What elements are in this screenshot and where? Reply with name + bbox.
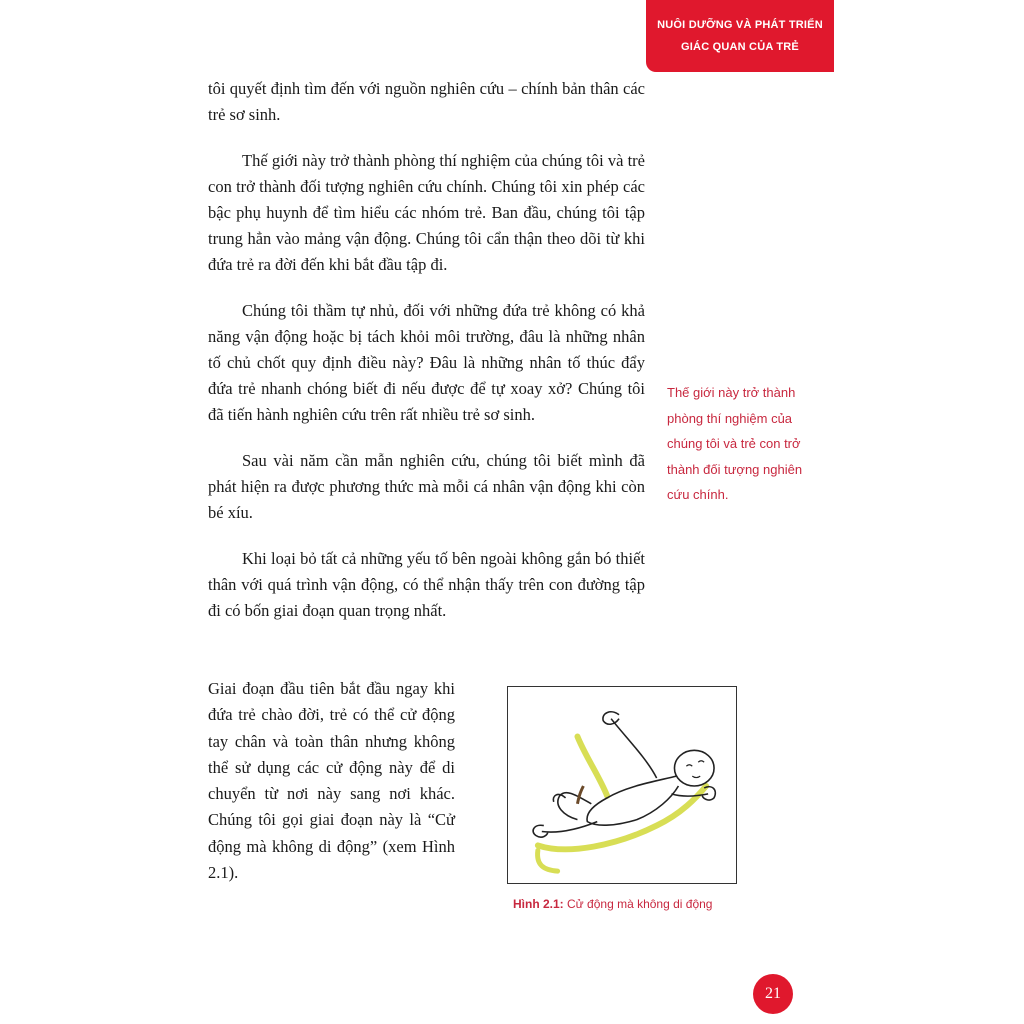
paragraph-3: Chúng tôi thầm tự nhủ, đối với những đứa trẻ không có khả năng vận động hoặc bị tách khỏi môi trường, đâu là những nhân tố chủ chốt quy định điều này? Đâu là những nhân tố thúc đẩy đứa trẻ nhanh chóng biết đi nếu được để tự xoay xở? Chúng tôi đã tiến hành nghiên cứu trên rất nhiều trẻ sơ sinh. — [208, 301, 645, 424]
paragraph-1: tôi quyết định tìm đến với nguồn nghiên cứu – chính bản thân các trẻ sơ sinh. — [208, 79, 645, 124]
paragraph-5: Khi loại bỏ tất cả những yếu tố bên ngoài không gắn bó thiết thân với quá trình vận động, có thể nhận thấy trên con đường tập đi có bốn giai đoạn quan trọng nhất. — [208, 549, 645, 620]
figure-label: Hình 2.1: — [513, 897, 564, 911]
paragraph-6: Giai đoạn đầu tiên bắt đầu ngay khi đứa trẻ chào đời, trẻ có thể cử động tay chân và toàn thân nhưng không thể sử dụng các cử động này để di chuyển từ nơi này sang nơi khác. Chúng tôi gọi giai đoạn này là “Cử động mà không di động” (xem Hình 2.1). — [208, 679, 455, 883]
page-number: 21 — [765, 985, 781, 1002]
header-line-1: NUÔI DƯỠNG VÀ PHÁT TRIỂN — [657, 19, 823, 31]
baby-illustration-icon — [508, 687, 736, 883]
pull-quote: Thế giới này trở thành phòng thí nghiệm của chúng tôi và trẻ con trở thành đối tượng nghiên cứu chính. — [667, 385, 803, 502]
header-line-2: GIÁC QUAN CỦA TRẺ — [681, 41, 799, 53]
figure-caption — [513, 897, 753, 911]
main-text-column — [208, 76, 645, 644]
chapter-header-tab — [646, 0, 834, 72]
paragraph-2: Thế giới này trở thành phòng thí nghiệm của chúng tôi và trẻ con trở thành đối tượng nghiên cứu chính. Chúng tôi xin phép các bậc phụ huynh để tìm hiểu các nhóm trẻ. Ban đầu, chúng tôi tập trung hẳn vào mảng vận động. Chúng tôi cẩn thận theo dõi từ khi đứa trẻ ra đời đến khi bắt đầu tập đi. — [208, 151, 645, 274]
figure-caption-text: Cử động mà không di động — [567, 897, 713, 911]
figure-2-1 — [507, 686, 737, 884]
page-number-badge — [753, 974, 793, 1014]
paragraph-4: Sau vài năm cần mẫn nghiên cứu, chúng tôi biết mình đã phát hiện ra được phương thức mà mỗi cá nhân vận động khi còn bé xíu. — [208, 451, 645, 522]
